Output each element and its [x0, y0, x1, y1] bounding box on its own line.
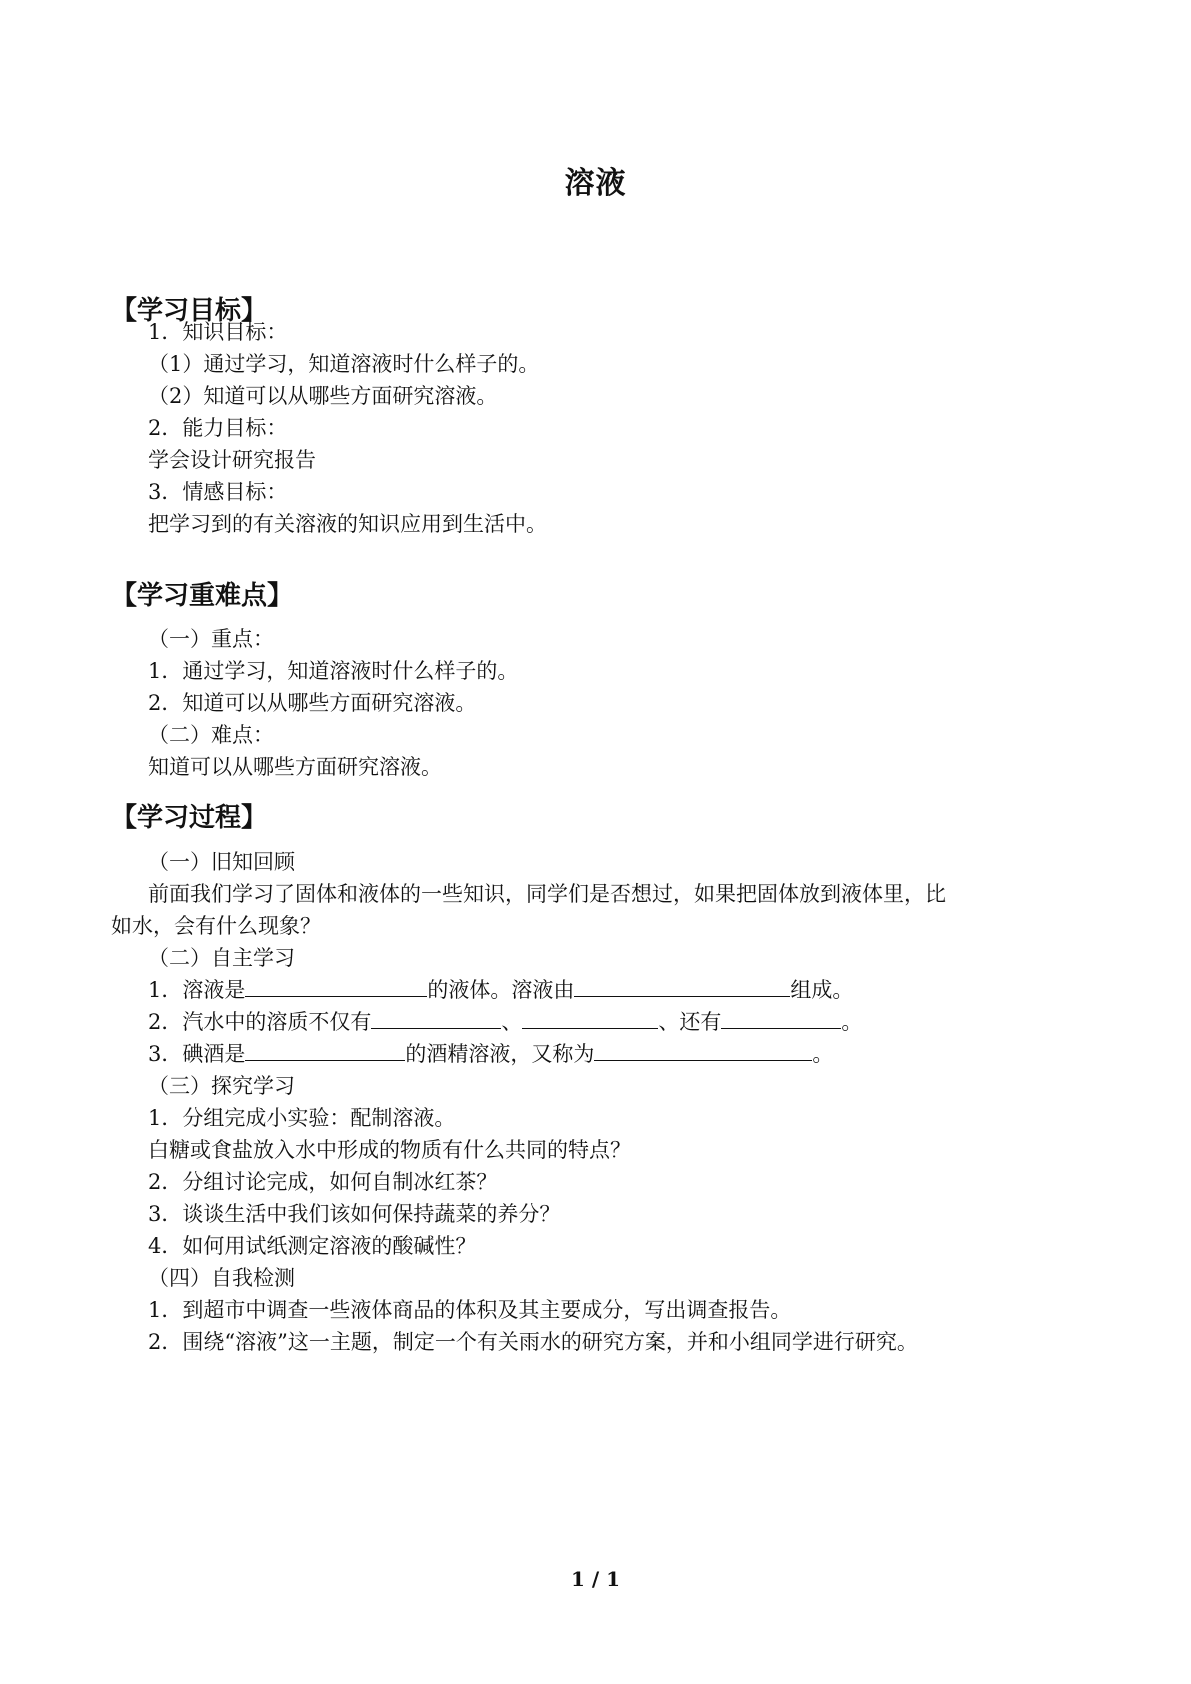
answer-blank: [574, 976, 790, 997]
key-points-line: （一）重点：: [148, 627, 274, 651]
explore-line: 4．如何用试纸测定溶液的酸碱性？: [148, 1234, 477, 1258]
fill-blank-question: [148, 1008, 862, 1036]
explore-title: （三）探究学习: [148, 1074, 295, 1098]
check-line: 1．到超市中调查一些液体商品的体积及其主要成分，写出调查报告。: [148, 1298, 792, 1322]
answer-blank: [371, 1008, 501, 1029]
key-points-line: 2．知道可以从哪些方面研究溶液。: [148, 691, 477, 715]
document-title: 溶液: [564, 166, 627, 201]
objectives-line: 3．情感目标：: [148, 480, 288, 504]
review-title: （一）旧知回顾: [148, 850, 295, 874]
review-text-line: 前面我们学习了固体和液体的一些知识，同学们是否想过，如果把固体放到液体里，比: [148, 882, 946, 906]
explore-line: 白糖或食盐放入水中形成的物质有什么共同的特点？: [148, 1138, 631, 1162]
question-text: 、还有: [658, 1010, 722, 1034]
objectives-line: 2．能力目标：: [148, 416, 288, 440]
answer-blank: [594, 1040, 812, 1061]
question-text: 1．溶液是: [148, 978, 246, 1002]
question-text: 。: [812, 1042, 834, 1066]
key-points-line: 知道可以从哪些方面研究溶液。: [148, 755, 442, 779]
check-line: 2．围绕“溶液”这一主题，制定一个有关雨水的研究方案，并和小组同学进行研究。: [148, 1330, 918, 1354]
objectives-line: 1．知识目标：: [148, 320, 288, 344]
fill-blank-question: [148, 1040, 833, 1068]
question-text: 3．碘酒是: [148, 1042, 246, 1066]
objectives-line: 把学习到的有关溶液的知识应用到生活中。: [148, 512, 547, 536]
explore-line: 1．分组完成小实验：配制溶液。: [148, 1106, 456, 1130]
explore-line: 2．分组讨论完成，如何自制冰红茶？: [148, 1170, 498, 1194]
check-title: （四）自我检测: [148, 1266, 295, 1290]
objectives-line: （1）通过学习，知道溶液时什么样子的。: [148, 352, 540, 376]
key-points-line: 1．通过学习，知道溶液时什么样子的。: [148, 659, 519, 683]
question-text: 。: [841, 1010, 863, 1034]
answer-blank: [245, 976, 427, 997]
key-points-heading: 【学习重难点】: [111, 581, 294, 611]
question-text: 、: [501, 1010, 523, 1034]
question-text: 组成。: [790, 978, 854, 1002]
question-text: 2．汽水中的溶质不仅有: [148, 1010, 372, 1034]
objectives-heading: 【学习目标】: [111, 296, 268, 326]
question-text: 的酒精溶液，又称为: [405, 1042, 595, 1066]
question-text: 的液体。溶液由: [427, 978, 575, 1002]
answer-blank: [721, 1008, 841, 1029]
answer-blank: [245, 1040, 405, 1061]
answer-blank: [522, 1008, 658, 1029]
explore-line: 3．谈谈生活中我们该如何保持蔬菜的养分？: [148, 1202, 561, 1226]
process-heading: 【学习过程】: [111, 803, 268, 833]
key-points-line: （二）难点：: [148, 723, 274, 747]
page-number: 1 / 1: [570, 1567, 621, 1591]
review-text-line: 如水，会有什么现象？: [111, 914, 321, 938]
fill-blank-question: [148, 976, 853, 1004]
self-study-title: （二）自主学习: [148, 946, 295, 970]
objectives-line: 学会设计研究报告: [148, 448, 316, 472]
objectives-line: （2）知道可以从哪些方面研究溶液。: [148, 384, 498, 408]
